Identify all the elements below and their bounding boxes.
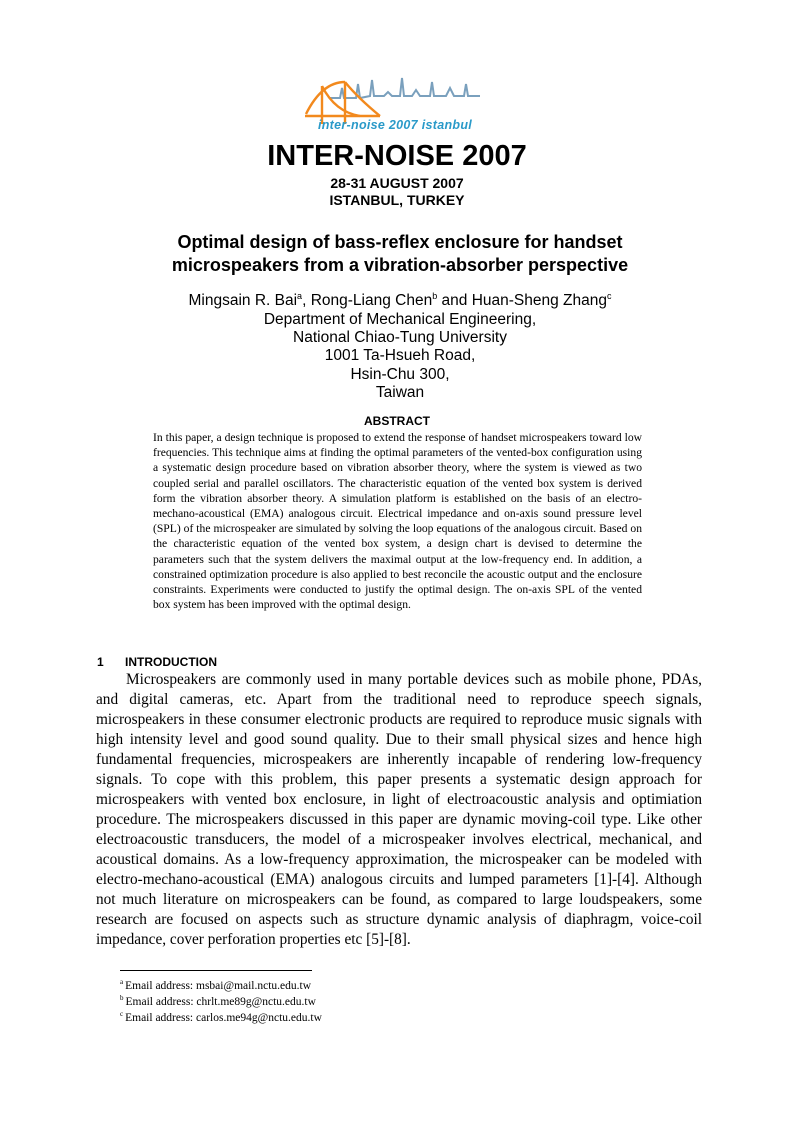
author-list (60, 291, 740, 310)
affiliation-line: 1001 Ta-Hsueh Road, (324, 347, 476, 364)
section-title: INTRODUCTION (125, 655, 217, 669)
abstract-text: In this paper, a design technique is proposed to extend the response of handset microspeakers toward low frequencies. This technique aims at finding the optimal parameters of the vented-box configuration using a systematic design procedure based on vibration absorber theory, where the system is viewed as two coupled serial and parallel oscillators. The characteristic equation of the vented box system is derived form the vibration absorber theory. A simulation platform is established on the basis of an electro-mechano-acoustical (EMA) analogous circuit. Electrical impedance and on-axis sound pressure level (SPL) of the microspeaker are simulated by solving the loop equations of the analogous circuit. Based on the characteristic equation of the vented box system, a design chart is devised to determine the parameters such that the system delivers the maximal output at the low-frequency end. In addition, a constrained optimization procedure is also applied to best reconcile the acoustic output and the enclosure constraints. Experiments were conducted to justify the optimal design. The on-axis SPL of the vented box system has been improved with the optimal design. (153, 431, 642, 612)
footnote-text: Email address: carlos.me94g@nctu.edu.tw (125, 1012, 322, 1024)
conference-title: INTER-NOISE 2007 (267, 140, 527, 172)
footnote-text: Email address: chrlt.me89g@nctu.edu.tw (125, 996, 316, 1008)
paper-title-line-1: Optimal design of bass-reflex enclosure for handset (177, 232, 623, 252)
footnote-text: Email address: msbai@mail.nctu.edu.tw (125, 980, 312, 992)
author-name: Mingsain R. Bai (188, 292, 298, 309)
section-number: 1 (97, 655, 104, 669)
footnote-mark: a (120, 978, 124, 987)
conference-location: ISTANBUL, TURKEY (329, 192, 465, 208)
author-name: Rong-Liang Chen (310, 292, 433, 309)
footnote (120, 979, 311, 994)
footnote (120, 1011, 322, 1026)
author-separator: , (302, 292, 311, 309)
paper-title-line-2: microspeakers from a vibration-absorber perspective (171, 255, 629, 275)
author-mark: b (432, 290, 438, 301)
author-mark: c (607, 290, 612, 301)
affiliation-line: Taiwan (375, 384, 425, 401)
footnote-rule (120, 970, 312, 971)
logo-caption: inter-noise 2007 istanbul (317, 118, 473, 132)
author-mark: a (297, 290, 303, 301)
author-separator: and (437, 292, 472, 309)
footnote (120, 995, 316, 1010)
affiliation-line: Department of Mechanical Engineering, (263, 311, 537, 328)
footnote-mark: b (120, 994, 124, 1003)
affiliation-line: Hsin-Chu 300, (350, 366, 450, 383)
footnote-mark: c (120, 1010, 124, 1019)
author-name: Huan-Sheng Zhang (471, 292, 607, 309)
affiliation-line: National Chiao-Tung University (293, 329, 507, 346)
conference-date: 28-31 AUGUST 2007 (330, 175, 464, 191)
paper-title (60, 231, 740, 277)
skyline-silhouette (330, 78, 480, 98)
abstract-heading: ABSTRACT (364, 414, 430, 428)
introduction-text: Microspeakers are commonly used in many portable devices such as mobile phone, PDAs, and digital cameras, etc. Apart from the traditional need to reproduce speech signals, microspeakers in these consumer electronic products are required to reproduce music signals with high intensity level and good sound quality. Due to their small physical sizes and hence high fundamental frequencies, microspeakers are inherently incapable of rendering low-frequency signals. To cope with this problem, this paper presents a systematic design approach for microspeakers with vented box enclosure, in light of electroacoustic analysis and optimiation procedure. The microspeakers discussed in this paper are dynamic moving-coil type. Like other electroacoustic transducers, the model of a microspeaker involves electrical, mechanical, and acoustical domains. As a low-frequency approximation, the microspeaker can be modeled with electro-mechano-acoustical (EMA) analogous circuits and lumped parameters [1]-[4]. Although not much literature on microspeakers can be found, as compared to large loudspeakers, some research are focused on aspects such as structure dynamic analysis of diaphragm, voice-coil impedance, cover perforation properties etc [5]-[8]. (96, 671, 702, 948)
